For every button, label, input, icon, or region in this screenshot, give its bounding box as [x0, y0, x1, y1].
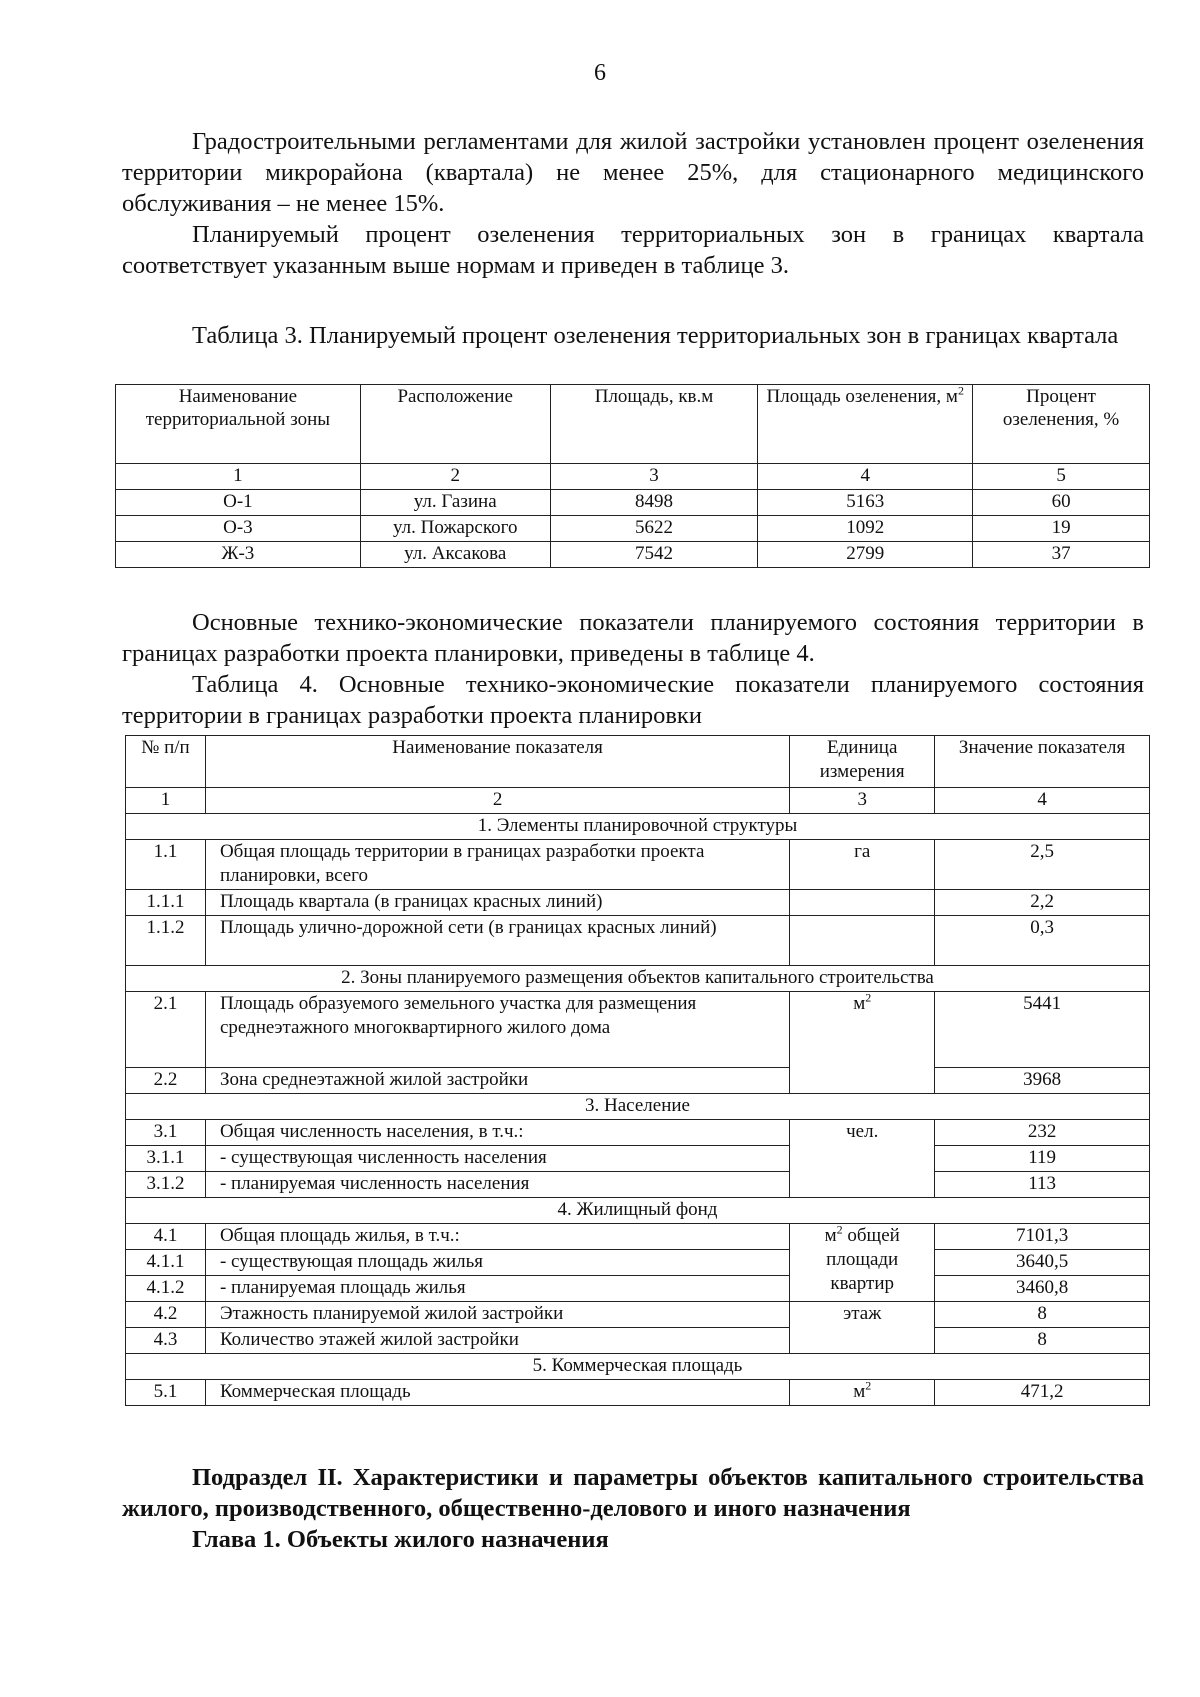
subsection-heading: Подраздел II. Характеристики и параметры объектов капитального строительства жилого, производственного, общественно-делового и иного назначения Глава 1. Объекты жилого назначения: [122, 1464, 1144, 1553]
header-cell: № п/п: [126, 736, 206, 788]
section-row: 4. Жилищный фонд: [126, 1198, 1150, 1224]
table-row: 2.1 Площадь образуемого земельного участка для размещения среднеэтажного многоквартирного жилого дома $м^2$ 5441: [126, 992, 1150, 1068]
table-row: 1.1.1 Площадь квартала (в границах красных линий) 2,2: [126, 890, 1150, 916]
table-row: 2.2 Зона среднеэтажной жилой застройки 3968: [126, 1068, 1150, 1094]
paragraph-greening-norms: Градостроительными регламентами для жилой застройки установлен процент озеленения территории микрорайона (квартала) не менее 25%, для стационарного медицинского обслуживания – не менее 15%.: [122, 128, 1144, 217]
header-cell: Наименование показателя: [205, 736, 789, 788]
table-header-row: [116, 385, 1150, 464]
header-cell: Наименование территориальной зоны: [116, 385, 361, 464]
unit-floor: этаж: [790, 1302, 935, 1354]
table-row: О-1 ул. Газина 8498 5163 60: [116, 490, 1150, 516]
section-row: 3. Население: [126, 1094, 1150, 1120]
table4-caption: Таблица 4. Основные технико-экономические показатели планируемого состояния территории в границах разработки проекта планировки: [122, 671, 1144, 729]
section-row: 1. Элементы планировочной структуры: [126, 814, 1150, 840]
header-cell: Значение показателя: [935, 736, 1150, 788]
table-row: 1.1 Общая площадь территории в границах разработки проекта планировки, всего га 2,5: [126, 840, 1150, 890]
table-row: 4.2 Этажность планируемой жилой застройки этаж 8: [126, 1302, 1150, 1328]
table-row: 5.1 Коммерческая площадь $м^2$ 471,2: [126, 1380, 1150, 1406]
table-row: 4.1 Общая площадь жилья, в т.ч.: $м^2$ общей площади квартир 7101,3: [126, 1224, 1150, 1250]
paragraph-indicators: Основные технико-экономические показатели планируемого состояния территории в границах разработки проекта планировки, приведены в таблице 4.: [122, 609, 1144, 667]
table-number-row: 1 2 3 4 5: [116, 464, 1150, 490]
table-row: 4.1.1 - существующая площадь жилья 3640,5: [126, 1250, 1150, 1276]
table-indicators: [125, 735, 1150, 1406]
unit-square-meter: $м^2$: [790, 1380, 935, 1406]
table-row: 4.1.2 - планируемая площадь жилья 3460,8: [126, 1276, 1150, 1302]
header-cell: Расположение: [360, 385, 550, 464]
table3-caption: Таблица 3. Планируемый процент озеленения территориальных зон в границах квартала: [192, 322, 1119, 349]
table-row: 3.1.2 - планируемая численность населения 113: [126, 1172, 1150, 1198]
table-row: О-3 ул. Пожарского 5622 1092 19: [116, 516, 1150, 542]
table-row: 3.1 Общая численность населения, в т.ч.: чел. 232: [126, 1120, 1150, 1146]
header-cell: Площадь озеленения, $м^2$: [758, 385, 973, 464]
indicators-text: [122, 607, 1144, 731]
header-cell: Процент озеленения, %: [973, 385, 1150, 464]
table-row: 4.3 Количество этажей жилой застройки 8: [126, 1328, 1150, 1354]
table-row: 1.1.2 Площадь улично-дорожной сети (в границах красных линий) 0,3: [126, 916, 1150, 966]
header-cell: Площадь, кв.м: [550, 385, 758, 464]
paragraph-planned-greening: Планируемый процент озеленения территориальных зон в границах квартала соответствует указанным выше нормам и приведен в таблице 3.: [122, 221, 1144, 279]
chapter-heading: Глава 1. Объекты жилого назначения: [192, 1526, 609, 1553]
table-row: Ж-3 ул. Аксакова 7542 2799 37: [116, 542, 1150, 568]
unit-people: чел.: [790, 1120, 935, 1198]
header-cell: Единица измерения: [790, 736, 935, 788]
unit-square-meter: $м^2$: [790, 992, 935, 1094]
table-number-row: 1 2 3 4: [126, 788, 1150, 814]
intro-text: [122, 126, 1144, 281]
table-header-row: [126, 736, 1150, 788]
table-greening: [115, 384, 1150, 568]
page-number: 6: [594, 60, 606, 86]
unit-housing-area: $м^2$ общей площади квартир: [790, 1224, 935, 1302]
section-row: 2. Зоны планируемого размещения объектов капитального строительства: [126, 966, 1150, 992]
table-row: 3.1.1 - существующая численность населения 119: [126, 1146, 1150, 1172]
section-row: 5. Коммерческая площадь: [126, 1354, 1150, 1380]
